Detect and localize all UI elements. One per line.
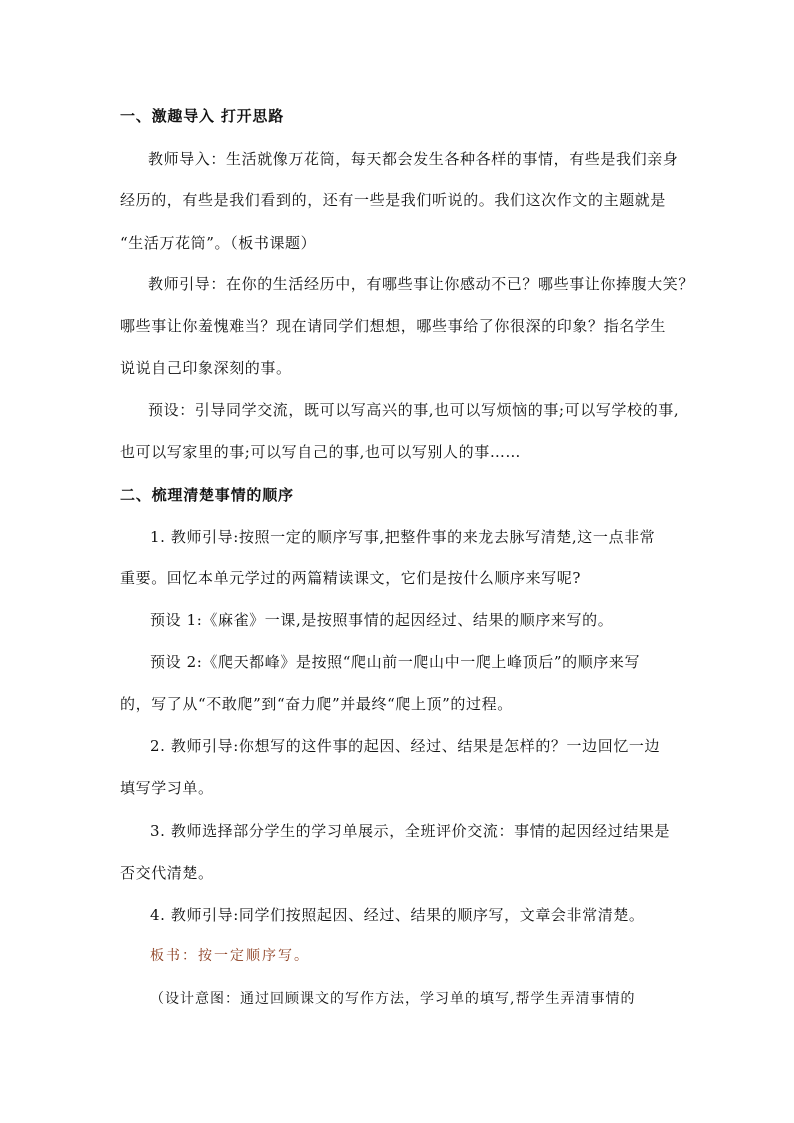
section-1-heading: 一、激趣导入 打开思路 [120, 107, 285, 125]
item-3-line-1: 3. 教师选择部分学生的学习单展示，全班评价交流：事情的起因经过结果是 [150, 822, 671, 840]
paragraph-intro-line-1: 教师导入：生活就像万花筒，每天都会发生各种各样的事情，有些是我们亲身 [148, 150, 679, 168]
paragraph-guide-line-3: 说说自己印象深刻的事。 [120, 359, 292, 377]
design-intent-note: （设计意图：通过回顾课文的写作方法，学习单的填写,帮学生弄清事情的 [150, 991, 636, 1007]
paragraph-preset-line-1: 预设：引导同学交流，既可以写高兴的事,也可以写烦恼的事;可以写学校的事, [148, 401, 680, 419]
item-2-line-2: 填写学习单。 [120, 779, 214, 797]
item-1-line-2: 重要。回忆本单元学过的两篇精读课文，它们是按什么顺序来写呢? [120, 569, 582, 587]
item-2-line-1: 2. 教师引导:你想写的这件事的起因、经过、结果是怎样的？一边回忆一边 [150, 737, 661, 755]
paragraph-guide-line-1: 教师引导：在你的生活经历中，有哪些事让你感动不已？哪些事让你捧腹大笑？ [148, 275, 695, 293]
paragraph-intro-line-3: “生活万花筒”。（板书课题） [120, 234, 317, 252]
preset-2-line-1: 预设 2:《爬天都峰》是按照“爬山前一爬山中一爬上峰顶后”的顺序来写 [150, 653, 641, 671]
item-3-line-2: 否交代清楚。 [120, 864, 214, 882]
item-1-line-1: 1. 教师引导:按照一定的顺序写事,把整件事的来龙去脉写清楚,这一点非常 [150, 528, 656, 546]
preset-1-line: 预设 1:《麻雀》一课,是按照事情的起因经过、结果的顺序来写的。 [150, 611, 614, 629]
board-writing: 板书：按一定顺序写。 [150, 948, 310, 964]
item-4-line: 4. 教师引导:同学们按照起因、经过、结果的顺序写，文章会非常清楚。 [150, 906, 645, 924]
section-2-heading: 二、梳理清楚事情的顺序 [120, 486, 294, 504]
paragraph-preset-line-2: 也可以写家里的事;可以写自己的事,也可以写别人的事…… [120, 443, 522, 461]
paragraph-intro-line-2: 经历的，有些是我们看到的，还有一些是我们听说的。我们这次作文的主题就是 [120, 191, 667, 209]
preset-2-line-2: 的，写了从“不敢爬”到“奋力爬”并最终“爬上顶”的过程。 [120, 695, 513, 713]
paragraph-guide-line-2: 哪些事让你羞愧难当？现在请同学们想想，哪些事给了你很深的印象？指名学生 [120, 317, 667, 335]
